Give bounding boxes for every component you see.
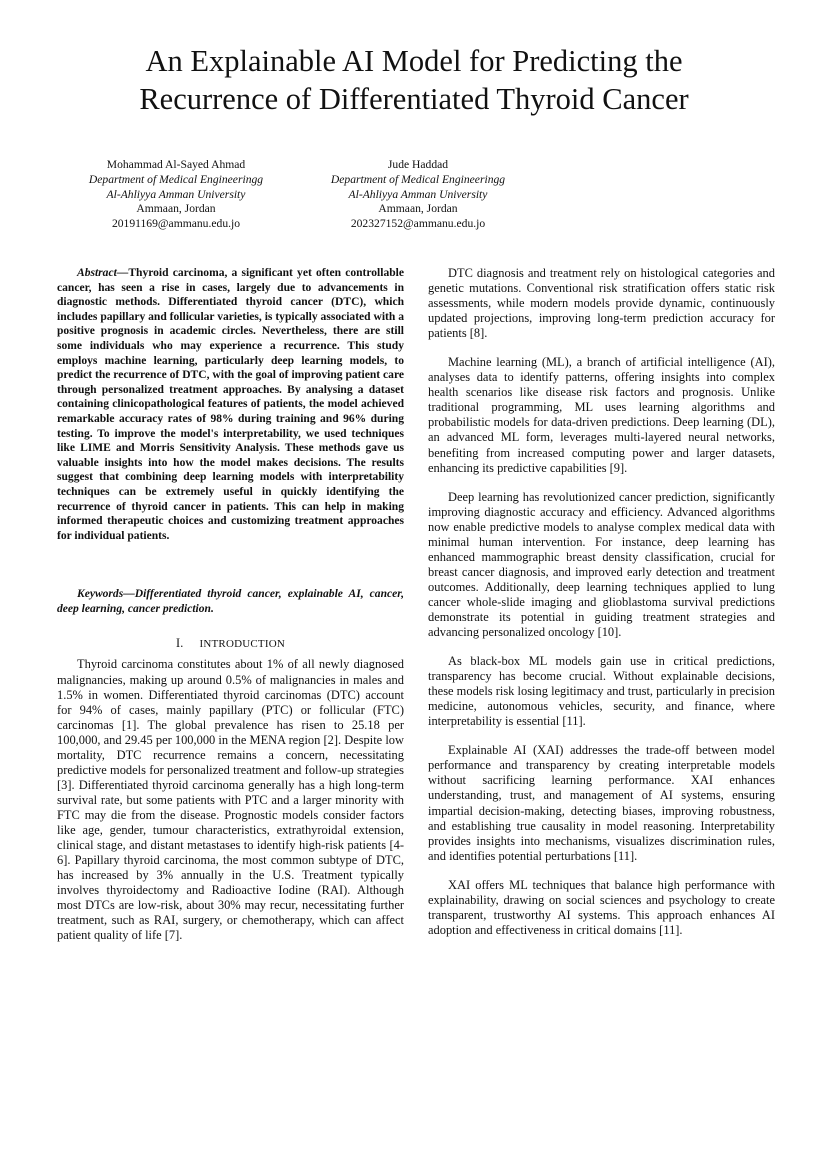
- body-paragraph: Deep learning has revolutionized cancer prediction, significantly improving diagnostic accuracy and efficiency. Advanced algorithms now enable predictive models to analyse complex medical data with minimal human intervention. For instance, deep learning has enhanced mammographic breast density classification, crucial for breast cancer diagnosis, and improved early detection and treatment outcomes. Additionally, deep learning techniques applied to lung cancer whole-slide imaging and glioblastoma survival predictions demonstrate its potential in guiding treatment strategies and advancing personalized oncology [10].: [428, 489, 775, 640]
- body-paragraph: DTC diagnosis and treatment rely on histological categories and genetic mutations. Conventional risk stratification offers static risk assessments, while modern models provide dynamic, continuously updated projections, improving long-term prediction accuracy for patients [8].: [428, 266, 775, 341]
- author-department: Department of Medical Engineeringg: [330, 172, 506, 186]
- body-paragraph: Explainable AI (XAI) addresses the trade-off between model performance and transparency by creating interpretable models without sacrificing learning performance. XAI enhances understanding, trust, and management of AI systems, ensuring impartial decision-making, detecting biases, improving robustness, and establishing true causality in model reasoning. Interpretability provides insights into mechanisms, visualizes discrimination rules, and identifies potential perturbations [11].: [428, 743, 775, 863]
- left-column: [57, 266, 404, 943]
- title-line-2: Recurrence of Differentiated Thyroid Cancer: [139, 82, 689, 116]
- intro-paragraph: Thyroid carcinoma constitutes about 1% of all newly diagnosed malignancies, making up around 0.5% of malignancies in males and 1.5% in women. Differentiated thyroid carcinomas (DTC) account for 94% of cases, mainly papillary (PTC) or follicular (FTC) carcinomas [1]. The global prevalence has risen to 25.18 per 100,000, and 29.45 per 100,000 in the MENA region [2]. Despite low mortality, DTC recurrence remains a concern, necessitating predictive models for personalized treatment and follow-up strategies [3]. Differentiated thyroid carcinoma generally has a high long-term survival rate, but some patients with PTC and a larger minority with FTC may die from the disease. Prognostic models consider factors like age, gender, tumour characteristics, extrathyroidal extension, clinical stage, and distant metastases to identify high-risk patients [4-6]. Papillary thyroid carcinoma, the most common subtype of DTC, has increased by 3% annually in the U.S. Treatment typically involves thyroidectomy and Radioactive Iodine (RAI). Although most DTCs are low-risk, about 30% may recur, necessitating further treatment, such as RAI, surgery, or chemotherapy, which can affect patient quality of life [7].: [57, 657, 404, 943]
- author-department: Department of Medical Engineeringg: [88, 172, 264, 186]
- body-paragraph: Machine learning (ML), a branch of artificial intelligence (AI), analyses data to identify patterns, offering insights into complex health scenarios like disease risk factors and prognosis. Unlike traditional programming, ML uses learning algorithms and probabilistic models for data-driven predictions. Deep learning (DL), an advanced ML form, leverages multi-layered neural networks, benefiting from increased computing power and larger datasets, enhancing its predictive capabilities [9].: [428, 355, 775, 475]
- keywords-label: Keywords—: [77, 588, 135, 601]
- title-line-1: An Explainable AI Model for Predicting the: [145, 44, 683, 78]
- abstract-text: Thyroid carcinoma, a significant yet often controllable cancer, has seen a rise in cases, largely due to advancements in diagnostic methods. Differentiated thyroid cancer (DTC), which includes papillary and follicular varieties, is typically associated with a positive prognosis in academic circles. Nevertheless, there are still some individuals who may experience a recurrence. This study employs machine learning, particularly deep learning models, to predict the recurrence of DTC, with the goal of improving patient care through personalized treatment approaches. By analysing a dataset containing clinicopathological features of patients, the model achieved remarkable accuracy rates of 98% during training and 96% during testing. To improve the model's interpretability, we used techniques like LIME and Morris Sensitivity Analysis. These methods gave us valuable insights into how the model makes decisions. The results suggest that combining deep learning models with interpretability techniques can be extremely useful in quickly identifying the recurrence of thyroid cancer in patients. This can help in making informed therapeutic choices and customizing treatment approaches for individual patients.: [57, 267, 404, 542]
- keywords-text: Differentiated thyroid cancer, explainable AI, cancer, deep learning, cancer prediction.: [57, 588, 404, 615]
- paper-title: [40, 42, 788, 118]
- author-university: Al-Ahliyya Amman University: [106, 187, 246, 201]
- right-column: [428, 266, 775, 952]
- keywords: [57, 587, 404, 616]
- section-heading-introduction: [57, 636, 404, 652]
- author-email: 20191169@ammanu.edu.jo: [111, 217, 241, 231]
- author-name: Mohammad Al-Sayed Ahmad: [106, 158, 246, 171]
- section-number: I.: [175, 636, 184, 651]
- author-city: Ammaan, Jordan: [136, 202, 216, 216]
- author-email: 202327152@ammanu.edu.jo: [350, 217, 486, 231]
- body-paragraph: XAI offers ML techniques that balance high performance with explainability, drawing on social sciences and psychology to create transparent, trustworthy AI systems. This approach enhances AI adoption and effectiveness in critical domains [11].: [428, 877, 775, 937]
- body-paragraph: As black-box ML models gain use in critical predictions, transparency has become crucial. Without explainable decisions, these models risk losing legitimacy and trust, particularly in precision medicine, autonomous vehicles, security, and finance, where interpretability is essential [11].: [428, 654, 775, 729]
- section-title: INTRODUCTION: [199, 638, 286, 651]
- abstract-label: Abstract—: [77, 267, 129, 279]
- abstract: [57, 266, 404, 543]
- author-block-1: [36, 158, 316, 232]
- author-name: Jude Haddad: [387, 158, 449, 171]
- author-block-2: [278, 158, 558, 232]
- author-university: Al-Ahliyya Amman University: [348, 187, 488, 201]
- author-city: Ammaan, Jordan: [378, 202, 458, 216]
